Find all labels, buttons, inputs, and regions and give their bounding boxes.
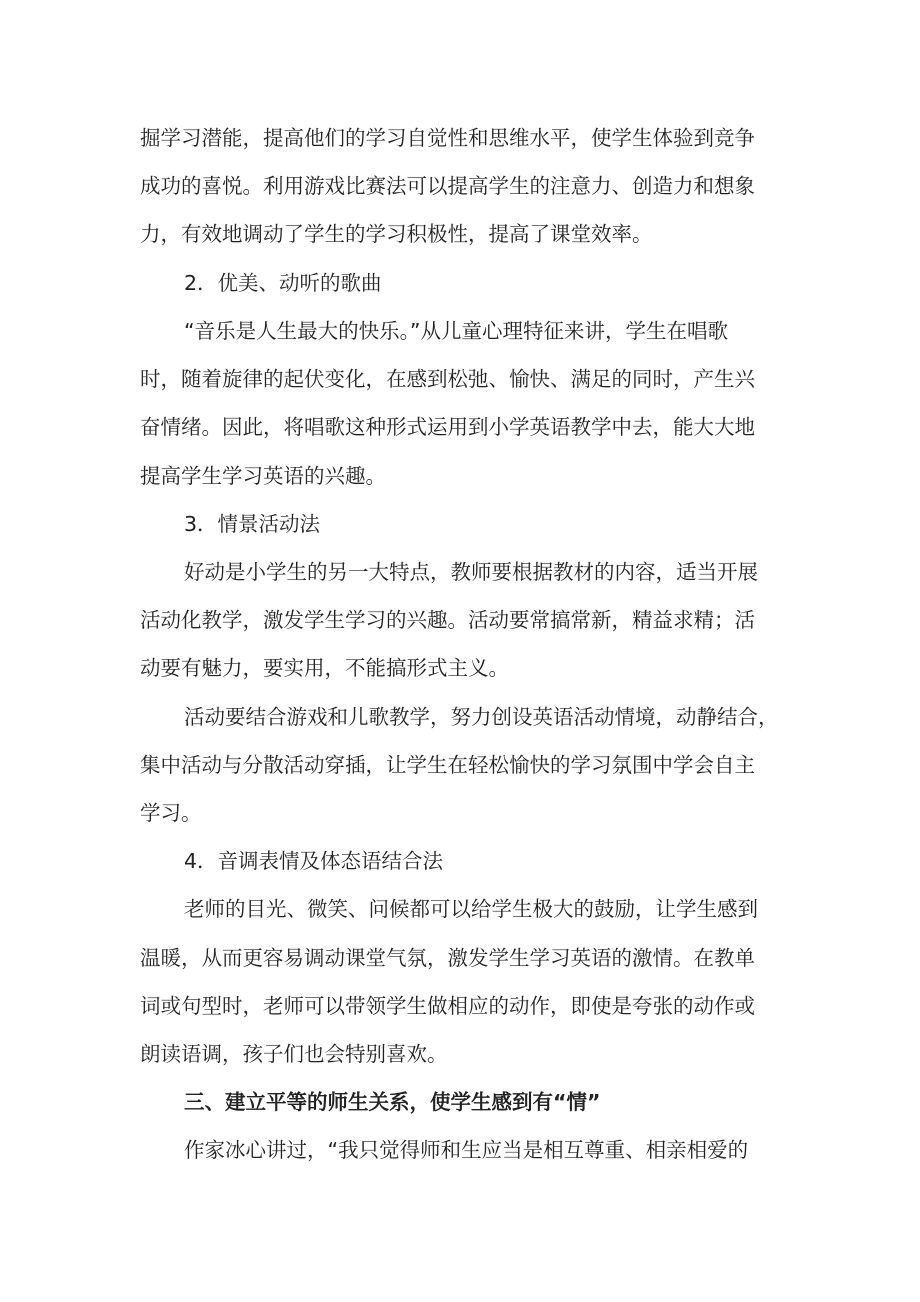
subheading: 2．优美、动听的歌曲 [184, 271, 382, 295]
body-text-line: 掘学习潜能，提高他们的学习自觉性和思维水平，使学生体验到竞争 [140, 126, 755, 150]
body-text-line: 时，随着旋律的起伏变化，在感到松弛、愉快、满足的同时，产生兴 [140, 367, 755, 391]
section-heading: 三、建立平等的师生关系，使学生感到有“情” [184, 1090, 601, 1114]
body-text-line: 奋情绪。因此，将唱歌这种形式运用到小学英语教学中去，能大大地 [140, 415, 755, 439]
body-text-line: 动要有魅力，要实用，不能搞形式主义。 [140, 656, 509, 680]
subheading: 3．情景活动法 [184, 512, 321, 536]
body-text-line: 温暖，从而更容易调动课堂气氛，激发学生学习英语的激情。在教单 [140, 946, 755, 970]
body-text-line: 成功的喜悦。利用游戏比赛法可以提高学生的注意力、创造力和想象 [140, 174, 755, 198]
body-text-line: 学习。 [140, 801, 202, 825]
body-text-line: 活动化教学，激发学生学习的兴趣。活动要常搞常新，精益求精；活 [140, 608, 755, 632]
body-text-line: “音乐是人生最大的快乐。”从儿童心理特征来讲，学生在唱歌 [184, 319, 728, 343]
body-text-line: 力，有效地调动了学生的学习积极性，提高了课堂效率。 [140, 222, 653, 246]
body-text-line: 活动要结合游戏和儿歌教学，努力创设英语活动情境，动静结合， [184, 705, 779, 729]
body-text-line: 作家冰心讲过，“我只觉得师和生应当是相互尊重、相亲相爱的 [184, 1138, 749, 1162]
body-text-line: 集中活动与分散活动穿插，让学生在轻松愉快的学习氛围中学会自主 [140, 753, 755, 777]
body-text-line: 词或句型时，老师可以带领学生做相应的动作，即使是夸张的动作或 [140, 994, 755, 1018]
body-text-line: 老师的目光、微笑、问候都可以给学生极大的鼓励，让学生感到 [184, 897, 758, 921]
body-text-line: 提高学生学习英语的兴趣。 [140, 464, 386, 488]
body-text-line: 朗读语调，孩子们也会特别喜欢。 [140, 1042, 448, 1066]
body-text-line: 好动是小学生的另一大特点，教师要根据教材的内容，适当开展 [184, 560, 758, 584]
subheading: 4．音调表情及体态语结合法 [184, 849, 444, 873]
